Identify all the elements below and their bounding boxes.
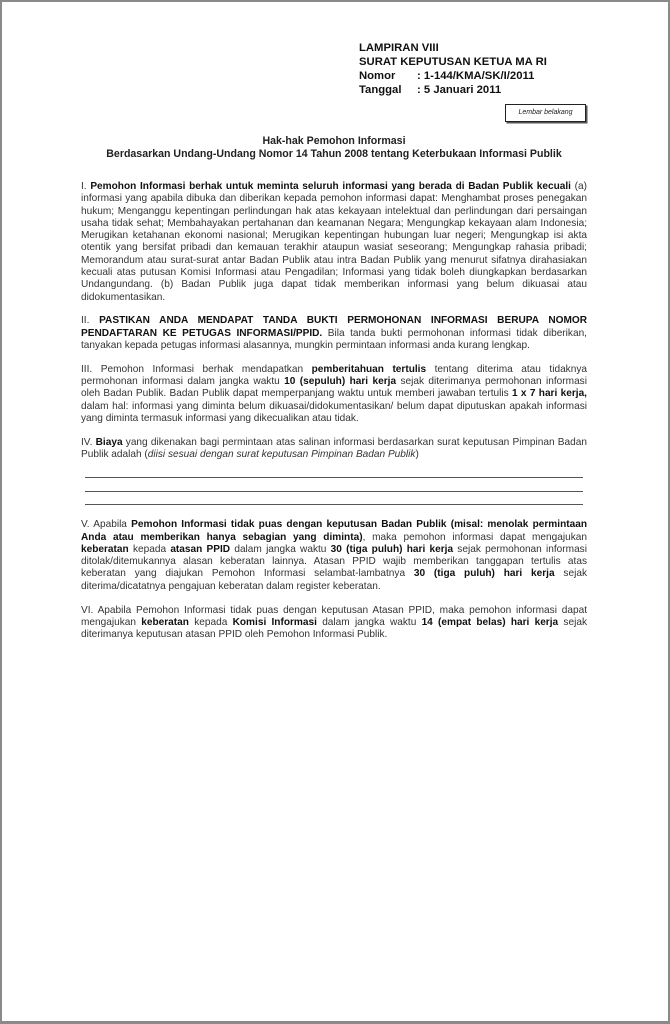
section-text: , maka pemohon informasi dapat mengajukan xyxy=(362,531,587,543)
document-body xyxy=(81,181,587,653)
nomor-value: : 1-144/KMA/SK/I/2011 xyxy=(417,70,535,82)
section-number: V. xyxy=(81,519,94,531)
section-text: Apabila xyxy=(93,519,132,531)
section-text: Bila tanda bukti permohonan informasi tidak diberikan, tanyakan kepada petugas informasi alasannya, mungkin permintaan informasi anda kurang lengkap. xyxy=(81,327,587,352)
fill-line-2[interactable] xyxy=(85,478,583,492)
emphasis: 30 (tiga puluh) hari kerja xyxy=(330,543,454,555)
surat-keputusan-label: SURAT KEPUTUSAN KETUA MA RI xyxy=(359,56,547,68)
tanggal-row xyxy=(359,83,547,97)
emphasis: keberatan xyxy=(141,616,189,628)
biaya-fill-lines xyxy=(81,464,587,505)
section-text: dalam jangka waktu xyxy=(230,543,331,555)
title-line-1: Hak-hak Pemohon Informasi xyxy=(262,135,406,147)
section-text: sejak diterima/dicatatnya pengajuan keberatan dalam register keberatan. xyxy=(81,568,587,592)
section-6 xyxy=(81,605,587,642)
section-3 xyxy=(81,364,587,425)
document-title xyxy=(81,135,587,160)
tanggal-label: Tanggal xyxy=(359,84,402,96)
section-4 xyxy=(81,437,587,462)
section-5 xyxy=(81,519,587,593)
emphasis: pemberitahuan tertulis xyxy=(311,363,427,375)
emphasis: 10 (sepuluh) hari kerja xyxy=(284,376,397,388)
title-line-2: Berdasarkan Undang-Undang Nomor 14 Tahun 2008 tentang Keterbukaan Informasi Publik xyxy=(106,147,562,160)
emphasis: PASTIKAN ANDA MENDAPAT TANDA BUKTI PERMOHONAN INFORMASI BERUPA NOMOR PENDAFTARAN KE PETUGAS INFORMASI/PPID. xyxy=(81,315,588,339)
document-header xyxy=(359,41,547,97)
emphasis: Komisi Informasi xyxy=(232,616,317,628)
emphasis: 30 (tiga puluh) hari kerja xyxy=(413,568,555,580)
section-text: sejak permohonan informasi ditolak/ditemukannya alasan keberatan lainnya. Atasan PPID wajib memberikan tanggapan tertulis atas keberatan yang diajukan Pemohon Informasi selambat-lambatnya xyxy=(81,543,587,580)
section-text: sejak diterimanya keputusan atasan PPID oleh Pemohon Informasi Publik. xyxy=(81,616,587,641)
section-1 xyxy=(81,181,587,304)
section-number: II. xyxy=(81,315,100,327)
emphasis: Pemohon Informasi tidak puas dengan keputusan Badan Publik (misal: menolak permintaan Anda atau memberikan hanya sebagian yang diminta) xyxy=(81,519,587,543)
section-text: dalam hal: informasi yang diminta belum dikuasai/didokumentasikan/ belum dapat diputuskan apakah informasi yang diminta termasuk informasi yang dikecualikan atau tidak. xyxy=(81,400,587,425)
emphasis: atasan PPID xyxy=(170,543,231,555)
fill-line-1[interactable] xyxy=(85,464,583,478)
emphasis: 1 x 7 hari kerja, xyxy=(511,388,587,400)
section-number: III. xyxy=(81,363,101,375)
section-text: dalam jangka waktu xyxy=(316,616,422,628)
section-text: (a) informasi yang apabila dibuka dan diberikan kepada pemohon informasi dapat: Menghambat proses penegakan hukum; Menganggu kepentingan perlindungan hak atas kekayaan intelektual dan perlindungan dari persaingan usaha tidak sehat; Membahayakan pertahanan dan keamanan Negara; Mengungkap kekayaan alam Indonesia; Merugikan ketahanan ekonomi nasional; Merugikan kepentingan hubungan luar negeri; Mengungkap isi akta otentik yang bersifat pribadi dan kemauan terakhir ataupun wasiat seseorang; Mengungkap rahasia pribadi; Memorandum atau surat-surat antar Badan Publik atau intra Badan Publik yang menurut sifatnya dirahasiakan kecuali atas putusan Komisi Informasi atau Pengadilan; Informasi yang tidak boleh diungkapkan berdasarkan Undangundang. (b) Badan Publik juga dapat tidak memberikan informasi yang belum dikuasai atau didokumentasikan. xyxy=(81,181,588,303)
section-text: yang dikenakan bagi permintaan atas salinan informasi berdasarkan surat keputusan Pimpinan Badan Publik adalah ( xyxy=(81,436,587,461)
lampiran-label: LAMPIRAN VIII xyxy=(359,42,439,54)
section-text: Apabila Pemohon Informasi tidak puas dengan keputusan Atasan PPID, maka pemohon informasi dapat mengajukan xyxy=(81,604,587,628)
section-text: sejak diterimanya permohonan informasi oleh Badan Publik. Badan Publik dapat memperpanjang waktu untuk memberi jawaban tertulis xyxy=(81,376,587,400)
emphasis: keberatan xyxy=(81,543,129,555)
section-number: I. xyxy=(81,181,91,192)
nomor-row xyxy=(359,69,547,83)
section-number: VI. xyxy=(81,604,98,616)
lembar-belakang-stamp: Lembar belakang xyxy=(505,104,586,122)
section-text: kepada xyxy=(188,616,233,628)
section-text: Pemohon Informasi berhak mendapatkan xyxy=(100,363,312,375)
emphasis: Pemohon Informasi berhak untuk meminta seluruh informasi yang berada di Badan Publik kecuali xyxy=(90,181,571,192)
section-text: ) xyxy=(415,449,419,461)
section-text: tentang diterima atau tidaknya permohonan informasi dalam jangka waktu xyxy=(81,363,588,388)
section-number: IV. xyxy=(81,436,96,448)
fill-line-3[interactable] xyxy=(85,492,583,506)
emphasis: Biaya xyxy=(95,436,123,448)
nomor-label: Nomor xyxy=(359,70,396,82)
emphasis: 14 (empat belas) hari kerja xyxy=(421,616,559,628)
section-2 xyxy=(81,315,587,352)
section-text: kepada xyxy=(128,543,171,555)
fill-instruction: diisi sesuai dengan surat keputusan Pimpinan Badan Publik xyxy=(147,449,416,461)
tanggal-value: : 5 Januari 2011 xyxy=(417,84,502,96)
